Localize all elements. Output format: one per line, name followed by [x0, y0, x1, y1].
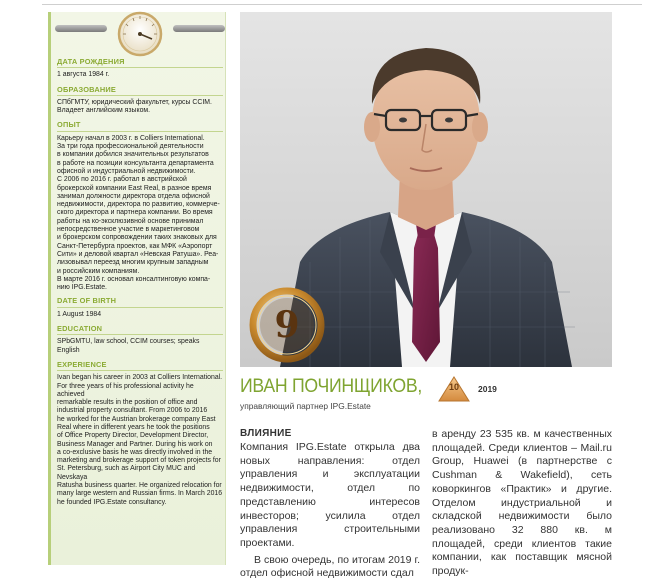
- experience-heading-ru: ОПЫТ: [57, 121, 223, 131]
- bio-sidebar: [48, 12, 226, 565]
- birth-date-en: 1 August 1984: [57, 310, 102, 318]
- rank-year: 2019: [478, 384, 497, 394]
- bio-content: [57, 58, 223, 513]
- article-column-2: [432, 428, 612, 579]
- education-heading-en: EDUCATION: [57, 325, 223, 335]
- birth-date-heading-ru: ДАТА РОЖДЕНИЯ: [57, 58, 223, 68]
- article-paragraph-1: Компания IPG.Estate открыла два новых направления: отдел управления и эксплуатации недвижимости, отдел по представлению интересов инвесторов; усилила отдел управления строительными проектами.: [240, 441, 420, 549]
- birth-date-ru: 1 августа 1984 г.: [57, 71, 110, 79]
- gauge-icon: [108, 10, 172, 54]
- experience-ru: Карьеру начал в 2003 г. в Colliers International. За три года профессиональной деятельности в компании добился значительных результатов в работе на позиции консультанта департамента офисной и индустриальной недвижимости. С 2006 по 2016 г. работал в австрийской брокерской компании East Real, в разное время занимал должности директора отдела офисной недвижимости, директора по развитию, коммерче- ского директора и партнера компании. Во время работы на ко-эксклюзивной основе принимал непосредственное участие в маркетинговом и брокерском сопровождении таких знаковых для Санкт-Петербурга проектов, как МФК «Аэропорт Сити» и деловой квартал «Невская Ратуша». Реа- лизовывал переезд многим крупным западным и российским компаниям. В марте 2016 г. основал консалтинговую компа- нию IPG.Estate.: [57, 134, 220, 292]
- medal-number: 9: [274, 304, 300, 346]
- gauge-bar-right: [173, 25, 225, 32]
- gauge-bar-left: [55, 25, 107, 32]
- person-position: управляющий партнер IPG.Estate: [240, 401, 371, 411]
- influence-heading: ВЛИЯНИЕ: [240, 428, 292, 439]
- birth-date-heading-en: DATE OF BIRTH: [57, 297, 223, 307]
- education-heading-ru: ОБРАЗОВАНИЕ: [57, 86, 223, 96]
- experience-heading-en: EXPERIENCE: [57, 361, 223, 371]
- gauge-ornament: [51, 12, 229, 58]
- article-column-1: [240, 441, 420, 581]
- person-name: ИВАН ПОЧИНЩИКОВ,: [240, 376, 422, 397]
- education-ru: СПбГМТУ, юридический факультет, курсы CCIM. Владеет английским языком.: [57, 98, 212, 115]
- previous-rank-number: 10: [448, 382, 459, 392]
- experience-en: Ivan began his career in 2003 at Colliers International. For three years of his professional activity he achieved remarkable results in the position of office and industrial property consultant. From 2006 to 2016 he worked for the Austrian brokerage company East Real where in different years he took the positions of Office Property Director, Development Director, Business Manager and Partner. During his work on a co-exclusive basis he was directly involved in the marketing and brokerage support of token projects for St. Petersburg, such as Airport City MUC and Nevskaya Ratusha business quarter. He organized relocation for many large western and Russian firms. In March 2016 he founded IPG.Estate consultancy.: [57, 374, 223, 506]
- article-paragraph-2: В свою очередь, по итогам 2019 г. отдел офисной недвижимости сдал: [240, 553, 420, 580]
- education-en: SPbGMTU, law school, CCIM courses; speaks English: [57, 338, 200, 354]
- top-rule: [42, 4, 642, 5]
- article-paragraph-3: в аренду 23 535 кв. м качественных площадей. Среди клиентов – Mail.ru Group, Huawei (в партнерстве с Cushman & Wakefield), сеть коворкингов «Практик» и другие. Отделом индустриальной и складской недвижимости было реализовано 32 880 кв. м площадей, среди клиентов такие компании, как поставщик мясной продук-: [432, 428, 612, 578]
